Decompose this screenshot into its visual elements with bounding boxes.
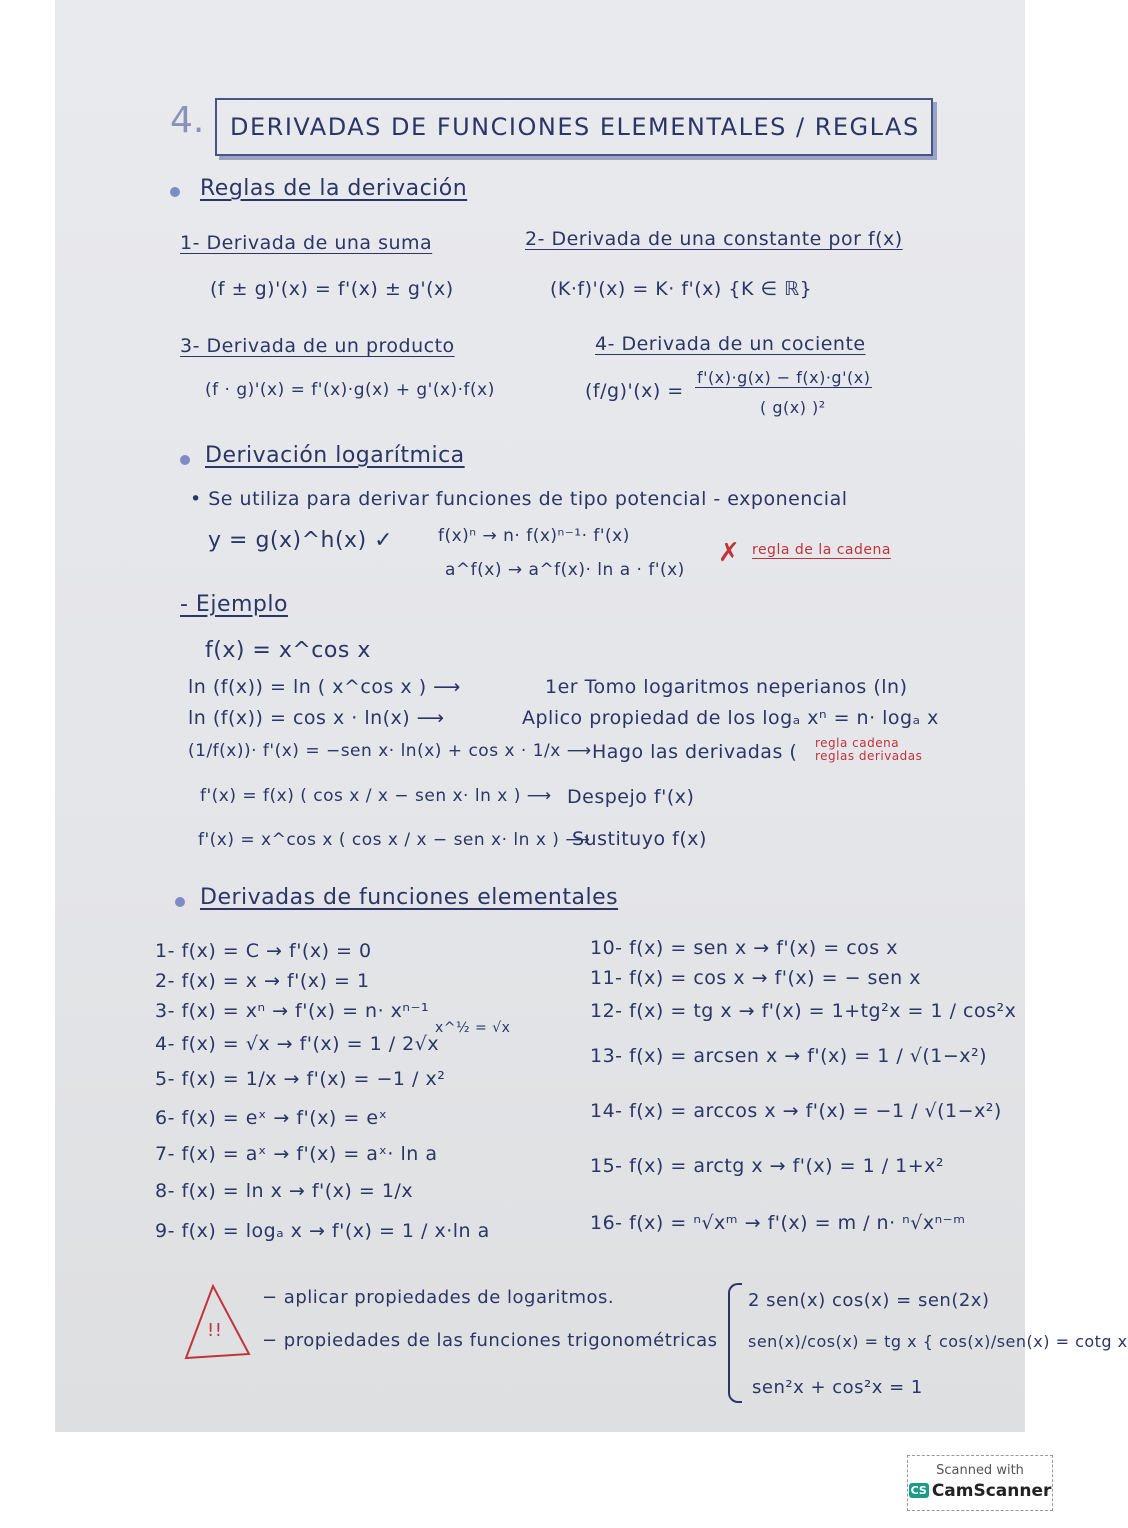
rule1-formula: (f ± g)'(x) = f'(x) ± g'(x) bbox=[210, 278, 454, 300]
warning-note bbox=[815, 737, 922, 763]
derivative-item: 16- f(x) = ⁿ√xᵐ → f'(x) = m / n· ⁿ√xⁿ⁻ᵐ bbox=[590, 1212, 966, 1234]
badge-caption: Scanned with bbox=[936, 1463, 1024, 1478]
log-rule2: a^f(x) → a^f(x)· ln a · f'(x) bbox=[445, 560, 685, 580]
derivative-item: 15- f(x) = arctg x → f'(x) = 1 / 1+x² bbox=[590, 1155, 945, 1177]
derivative-item: 3- f(x) = xⁿ → f'(x) = n· xⁿ⁻¹ bbox=[155, 1000, 430, 1022]
heading-elementales: Derivadas de funciones elementales bbox=[200, 885, 619, 910]
trig-identity: 2 sen(x) cos(x) = sen(2x) bbox=[748, 1290, 990, 1311]
example-left: f'(x) = x^cos x ( cos x / x − sen x· ln x ) ⟶ bbox=[198, 830, 591, 850]
derivative-item: 1- f(x) = C → f'(x) = 0 bbox=[155, 940, 372, 962]
rule4-title: 4- Derivada de un cociente bbox=[595, 333, 866, 355]
derivative-item: 10- f(x) = sen x → f'(x) = cos x bbox=[590, 937, 898, 959]
camscanner-badge bbox=[907, 1455, 1053, 1511]
trig-identity: sen(x)/cos(x) = tg x { cos(x)/sen(x) = cotg x bbox=[748, 1332, 1128, 1351]
rule4-numerator: f'(x)·g(x) − f(x)·g'(x) bbox=[697, 368, 871, 387]
rule1-title: 1- Derivada de una suma bbox=[180, 232, 433, 254]
warning-marks: !! bbox=[207, 1320, 223, 1341]
log-description: • Se utiliza para derivar funciones de tipo potencial - exponencial bbox=[190, 488, 848, 510]
section-number: 4. bbox=[170, 100, 205, 141]
rule3-title: 3- Derivada de un producto bbox=[180, 335, 455, 357]
bullet-icon bbox=[175, 897, 185, 907]
badge-brand bbox=[908, 1481, 1052, 1501]
bullet-icon bbox=[180, 455, 190, 465]
rule4-left: (f/g)'(x) = bbox=[585, 380, 684, 402]
derivative-item: 14- f(x) = arccos x → f'(x) = −1 / √(1−x²) bbox=[590, 1100, 1002, 1122]
chain-rule-note: regla de la cadena bbox=[752, 542, 891, 558]
warn-note-1: regla cadena bbox=[815, 736, 900, 750]
warning-item: − aplicar propiedades de logaritmos. bbox=[262, 1287, 615, 1308]
example-left: ln (f(x)) = ln ( x^cos x ) ⟶ bbox=[188, 676, 461, 698]
derivative-item: 4- f(x) = √x → f'(x) = 1 / 2√x bbox=[155, 1033, 440, 1055]
heading-logaritmica: Derivación logarítmica bbox=[205, 443, 465, 468]
derivative-item: 7- f(x) = aˣ → f'(x) = aˣ· ln a bbox=[155, 1143, 438, 1165]
log-rule1: f(x)ⁿ → n· f(x)ⁿ⁻¹· f'(x) bbox=[438, 526, 630, 546]
example-right: Aplico propiedad de los logₐ xⁿ = n· logₐ x bbox=[522, 707, 939, 729]
page-title: DERIVADAS DE FUNCIONES ELEMENTALES / REGLAS bbox=[230, 113, 920, 141]
brace bbox=[728, 1283, 742, 1403]
derivative-item: 5- f(x) = 1/x → f'(x) = −1 / x² bbox=[155, 1068, 446, 1090]
cross-icon: ✗ bbox=[718, 538, 741, 568]
bullet-icon bbox=[170, 187, 180, 197]
derivative-item: 13- f(x) = arcsen x → f'(x) = 1 / √(1−x²) bbox=[590, 1045, 988, 1067]
rule3-formula: (f · g)'(x) = f'(x)·g(x) + g'(x)·f(x) bbox=[205, 380, 495, 400]
example-left: (1/f(x))· f'(x) = −sen x· ln(x) + cos x · 1/x ⟶ bbox=[188, 741, 592, 761]
example-left: ln (f(x)) = cos x · ln(x) ⟶ bbox=[188, 707, 445, 729]
example-right: Despejo f'(x) bbox=[567, 786, 695, 808]
rule2-title: 2- Derivada de una constante por f(x) bbox=[525, 228, 903, 250]
example-right: 1er Tomo logaritmos neperianos (ln) bbox=[545, 676, 908, 698]
heading-ejemplo: - Ejemplo bbox=[180, 592, 288, 617]
log-form: y = g(x)^h(x) ✓ bbox=[208, 528, 394, 553]
sqrt-side-note: x^½ = √x bbox=[435, 1020, 511, 1036]
warn-note-2: reglas derivadas bbox=[815, 749, 923, 763]
derivative-item: 2- f(x) = x → f'(x) = 1 bbox=[155, 970, 370, 992]
derivative-item: 12- f(x) = tg x → f'(x) = 1+tg²x = 1 / cos²x bbox=[590, 1000, 1017, 1022]
heading-reglas: Reglas de la derivación bbox=[200, 176, 468, 201]
warning-icon bbox=[183, 1282, 253, 1366]
rule2-formula: (K·f)'(x) = K· f'(x) {K ∈ ℝ} bbox=[550, 278, 813, 300]
badge-brand-name: CamScanner bbox=[931, 1481, 1052, 1501]
derivative-item: 6- f(x) = eˣ → f'(x) = eˣ bbox=[155, 1107, 388, 1129]
trig-identity: sen²x + cos²x = 1 bbox=[752, 1377, 923, 1398]
camscanner-logo-icon: CS bbox=[910, 1484, 927, 1497]
example-left: f'(x) = f(x) ( cos x / x − sen x· ln x ) ⟶ bbox=[200, 786, 552, 806]
derivative-item: 8- f(x) = ln x → f'(x) = 1/x bbox=[155, 1180, 414, 1202]
derivative-item: 11- f(x) = cos x → f'(x) = − sen x bbox=[590, 967, 921, 989]
example-right: Hago las derivadas ( bbox=[592, 741, 798, 763]
example-left: f(x) = x^cos x bbox=[205, 638, 371, 663]
warning-item: − propiedades de las funciones trigonométricas bbox=[262, 1330, 718, 1351]
derivative-item: 9- f(x) = logₐ x → f'(x) = 1 / x·ln a bbox=[155, 1220, 490, 1242]
example-right: Sustituyo f(x) bbox=[572, 828, 707, 850]
rule4-denominator: ( g(x) )² bbox=[760, 398, 826, 417]
